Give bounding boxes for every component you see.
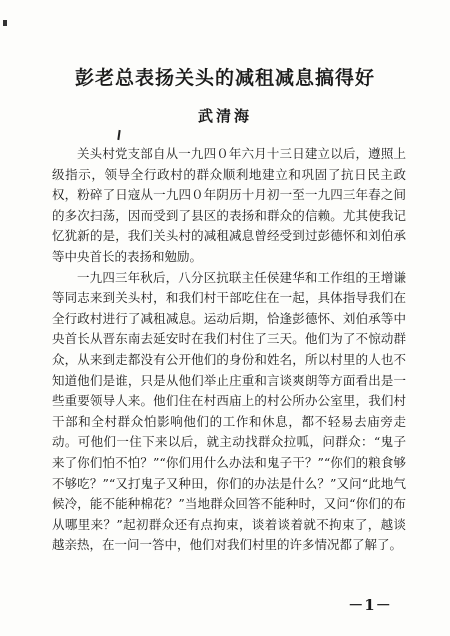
- pen-tick-mark: [117, 130, 120, 140]
- document-body: [52, 144, 406, 556]
- paragraph-1: 关头村党支部自从一九四０年六月十三日建立以后，遵照上级指示，领导全行政村的群众顺利地建立和巩固了抗日民主政权，粉碎了日寇从一九四０年阴历十月初一至一九四三年春之间的多次扫荡，因而受到了县区的表扬和群众的信赖。尤其使我记忆犹新的是，我们关头村的减租减息曾经受到过彭德怀和刘伯承等中央首长的表扬和勉励。: [52, 146, 406, 264]
- document-author: 武清海: [197, 107, 252, 125]
- paragraph-2: 一九四三年秋后，八分区抗联主任侯建华和工作组的王增谦等同志来到关头村，和我们村干部吃住在一起，具体指导我们在全行政村进行了减租减息。运动后期，恰逢彭德怀、刘伯承等中央首长从晋东南去延安时在我们村住了三天。他们为了不惊动群众，从来到走都没有公开他们的身份和姓名，所以村里的人也不知道他们是谁，只是从他们举止庄重和言谈爽朗等方面看出是一些重要领导人来。他们住在村西庙上的村公所办公室里，我们村干部和全村群众怕影响他们的工作和休息，都不轻易去庙旁走动。可他们一住下来以后，就主动找群众拉呱，问群众：“鬼子来了你们怕不怕？”“你们用什么办法和鬼子干？”“你们的粮食够不够吃？”“又打鬼子又种田，你们的办法是什么？”又问“此地气候冷，能不能种棉花？”当地群众回答不能种时，又问“你们的布从哪里来？”起初群众还有点拘束，谈着谈着就不拘束了，越谈越亲热，在一问一答中，他们对我们村里的许多情况都了解了。: [52, 269, 406, 553]
- document-title: 彭老总表扬关头的减租减息搞得好: [74, 67, 375, 89]
- scan-corner-mark: [3, 20, 7, 26]
- page-number: －1－: [348, 596, 392, 614]
